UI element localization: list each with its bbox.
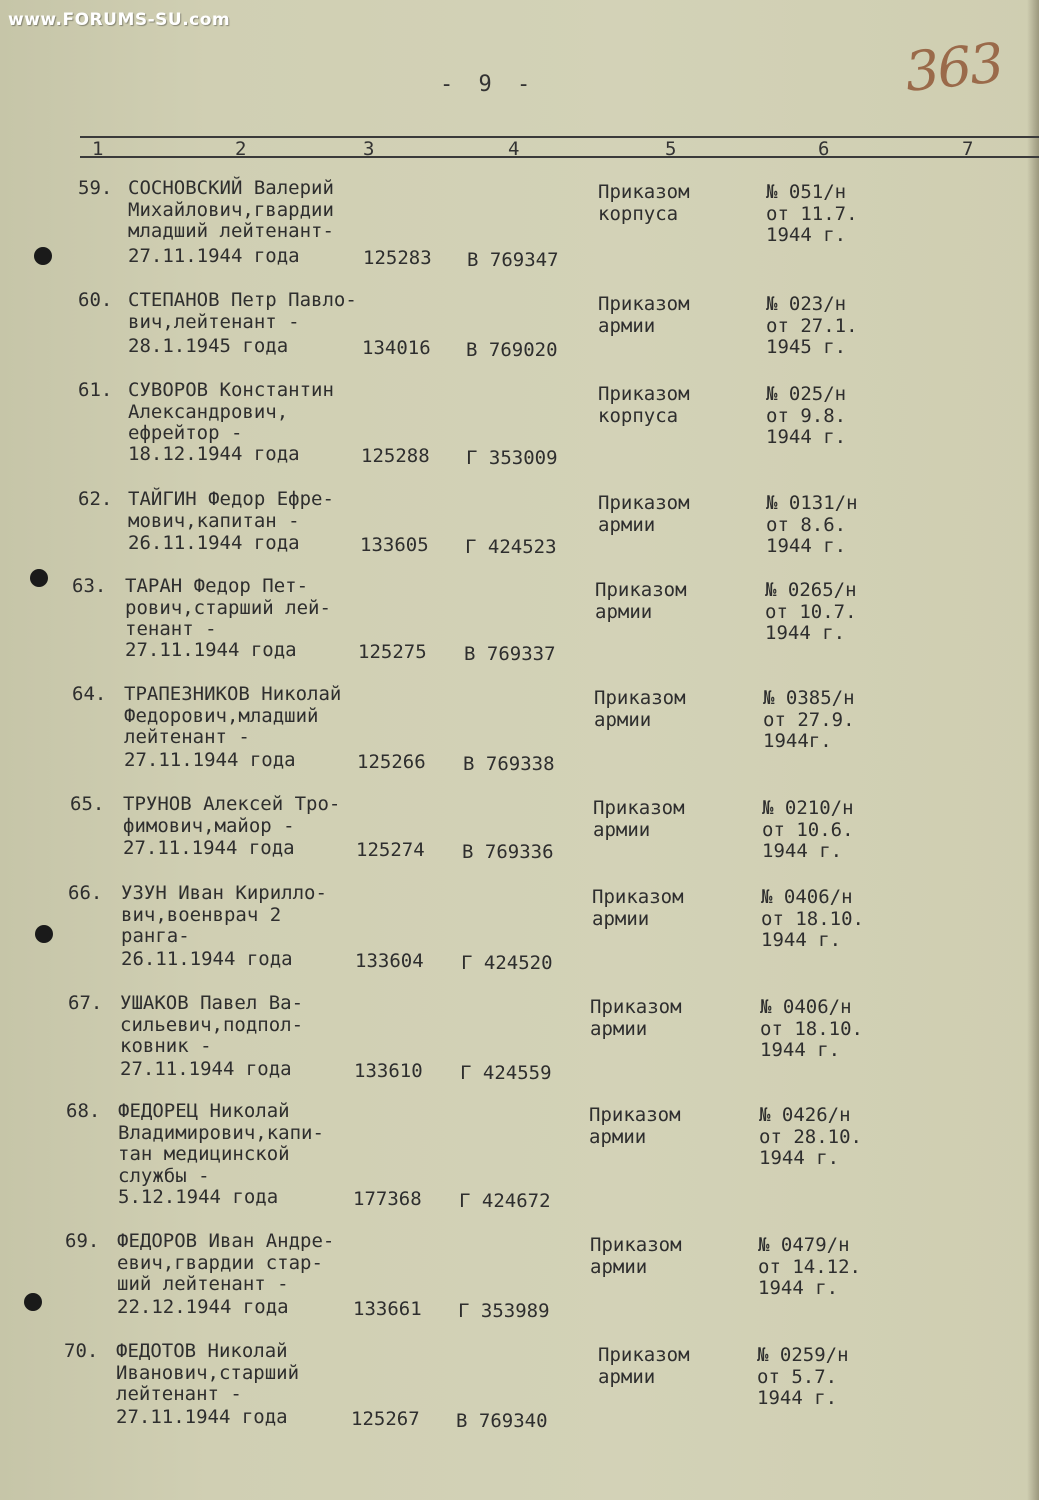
entry-order-number: № 0265/н от 10.7. 1944 г. — [765, 579, 857, 644]
entry-reg-number: 133604 — [355, 950, 424, 972]
handwritten-archive-number: 363 — [901, 31, 1006, 104]
entry-order-type: Приказом армии — [598, 293, 690, 337]
entry-name: ТРАПЕЗНИКОВ Николай Федорович,младший лейтенант - — [124, 683, 342, 748]
entry-series-number: Г 353009 — [466, 447, 558, 469]
entry-name: СТЕПАНОВ Петр Павло- вич,лейтенант - — [128, 289, 357, 333]
entry-order-number: № 051/н от 11.7. 1944 г. — [766, 181, 858, 246]
entry-order-number: № 0259/н от 5.7. 1944 г. — [757, 1344, 849, 1409]
entry-order-number: № 0406/н от 18.10. 1944 г. — [760, 996, 863, 1061]
award-entry — [0, 1100, 1039, 1212]
entry-name: ТРУНОВ Алексей Тро- фимович,майор - — [123, 793, 341, 837]
entry-reg-number: 177368 — [353, 1188, 422, 1210]
entry-order-type: Приказом армии — [598, 1344, 690, 1388]
entry-series-number: В 769338 — [463, 753, 555, 775]
entry-series-number: Г 424559 — [460, 1062, 552, 1084]
award-entry — [0, 883, 1039, 983]
column-number-2: 2 — [235, 138, 247, 160]
entry-date: 5.12.1944 года — [118, 1186, 279, 1208]
entry-order-number: № 0406/н от 18.10. 1944 г. — [761, 886, 864, 951]
entry-date: 27.11.1944 года — [125, 639, 297, 661]
entry-order-type: Приказом армии — [590, 996, 682, 1040]
entry-order-number: № 0479/н от 14.12. 1944 г. — [758, 1234, 861, 1299]
award-entry — [0, 380, 1039, 480]
entry-name: ФЕДОРЕЦ Николай Владимирович,капи- тан медицинской службы - — [118, 1100, 324, 1187]
entry-date: 27.11.1944 года — [124, 749, 296, 771]
award-entry — [0, 178, 1039, 278]
entry-series-number: Г 424520 — [461, 952, 553, 974]
entry-order-type: Приказом корпуса — [598, 181, 690, 225]
site-watermark: www.FORUMS-SU.com — [8, 10, 231, 30]
entry-reg-number: 125267 — [351, 1408, 420, 1430]
entry-reg-number: 125283 — [363, 247, 432, 269]
entry-date: 22.12.1944 года — [117, 1296, 289, 1318]
entry-series-number: Г 424523 — [465, 536, 557, 558]
award-entry — [0, 1341, 1039, 1441]
entry-number: 59. — [78, 177, 113, 199]
entry-series-number: Г 424672 — [459, 1190, 551, 1212]
entry-order-number: № 0426/н от 28.10. 1944 г. — [759, 1104, 862, 1169]
award-entry — [0, 993, 1039, 1093]
entry-order-type: Приказом армии — [598, 492, 690, 536]
entry-reg-number: 133605 — [360, 534, 429, 556]
award-entry — [0, 684, 1039, 784]
entry-reg-number: 125274 — [356, 839, 425, 861]
entry-series-number: В 769337 — [464, 643, 556, 665]
award-entry — [0, 576, 1039, 676]
entry-date: 27.11.1944 года — [120, 1058, 292, 1080]
entry-reg-number: 125275 — [358, 641, 427, 663]
entry-reg-number: 133610 — [354, 1060, 423, 1082]
entry-number: 70. — [64, 1340, 99, 1362]
entry-date: 27.11.1944 года — [128, 245, 300, 267]
entry-number: 60. — [78, 289, 113, 311]
entry-order-type: Приказом армии — [590, 1234, 682, 1278]
entry-reg-number: 134016 — [362, 337, 431, 359]
column-number-3: 3 — [363, 138, 375, 160]
column-number-4: 4 — [508, 138, 520, 160]
entry-number: 69. — [65, 1230, 100, 1252]
entry-order-type: Приказом корпуса — [598, 383, 690, 427]
entry-date: 18.12.1944 года — [128, 443, 300, 465]
entry-order-number: № 023/н от 27.1. 1945 г. — [766, 293, 858, 358]
entry-name: УЗУН Иван Кирилло- вич,военврач 2 ранга- — [121, 882, 327, 947]
entry-name: СУВОРОВ Константин Александрович, ефрейтор - — [128, 379, 334, 444]
entry-name: ТАРАН Федор Пет- рович,старший лей- тенант - — [125, 575, 331, 640]
entry-number: 63. — [72, 575, 107, 597]
entry-order-number: № 0210/н от 10.6. 1944 г. — [762, 797, 854, 862]
entry-date: 26.11.1944 года — [128, 532, 300, 554]
entry-number: 68. — [66, 1100, 101, 1122]
header-rule-top — [80, 136, 1039, 138]
entry-order-type: Приказом армии — [594, 687, 686, 731]
entry-order-type: Приказом армии — [593, 797, 685, 841]
entry-series-number: В 769336 — [462, 841, 554, 863]
entry-number: 62. — [78, 488, 113, 510]
header-rule-bottom — [80, 156, 1039, 158]
entry-name: ФЕДОТОВ Николай Иванович,старший лейтенант - — [116, 1340, 300, 1405]
entry-name: УШАКОВ Павел Ва- сильевич,подпол- ковник - — [120, 992, 304, 1057]
award-entry — [0, 489, 1039, 589]
column-number-7: 7 — [962, 138, 974, 160]
column-number-6: 6 — [818, 138, 830, 160]
award-entry — [0, 1231, 1039, 1331]
entry-date: 27.11.1944 года — [123, 837, 295, 859]
entry-series-number: В 769347 — [467, 249, 559, 271]
entry-order-type: Приказом армии — [595, 579, 687, 623]
entry-number: 67. — [68, 992, 103, 1014]
entry-order-number: № 0131/н от 8.6. 1944 г. — [766, 492, 858, 557]
entry-name: ФЕДОРОВ Иван Андре- евич,гвардии стар- ший лейтенант - — [117, 1230, 335, 1295]
entry-series-number: В 769020 — [466, 339, 558, 361]
entry-number: 64. — [72, 683, 107, 705]
entry-date: 27.11.1944 года — [116, 1406, 288, 1428]
entry-order-number: № 025/н от 9.8. 1944 г. — [766, 383, 847, 448]
entry-number: 66. — [68, 882, 103, 904]
entry-order-type: Приказом армии — [589, 1104, 681, 1148]
entry-number: 65. — [70, 793, 105, 815]
page-number: - 9 - — [440, 72, 537, 97]
entry-date: 26.11.1944 года — [121, 948, 293, 970]
entry-order-type: Приказом армии — [592, 886, 684, 930]
entry-reg-number: 125288 — [361, 445, 430, 467]
column-number-1: 1 — [92, 138, 104, 160]
entry-number: 61. — [78, 379, 113, 401]
column-number-5: 5 — [665, 138, 677, 160]
entry-reg-number: 125266 — [357, 751, 426, 773]
entry-name: СОСНОВСКИЙ Валерий Михайлович,гвардии младший лейтенант- — [128, 177, 334, 242]
entry-date: 28.1.1945 года — [128, 335, 289, 357]
entry-name: ТАЙГИН Федор Ефре- мович,капитан - — [128, 488, 334, 532]
entry-series-number: В 769340 — [456, 1410, 548, 1432]
award-entry — [0, 794, 1039, 894]
entry-reg-number: 133661 — [353, 1298, 422, 1320]
entry-order-number: № 0385/н от 27.9. 1944г. — [763, 687, 855, 752]
award-entry — [0, 290, 1039, 390]
entry-series-number: Г 353989 — [458, 1300, 550, 1322]
